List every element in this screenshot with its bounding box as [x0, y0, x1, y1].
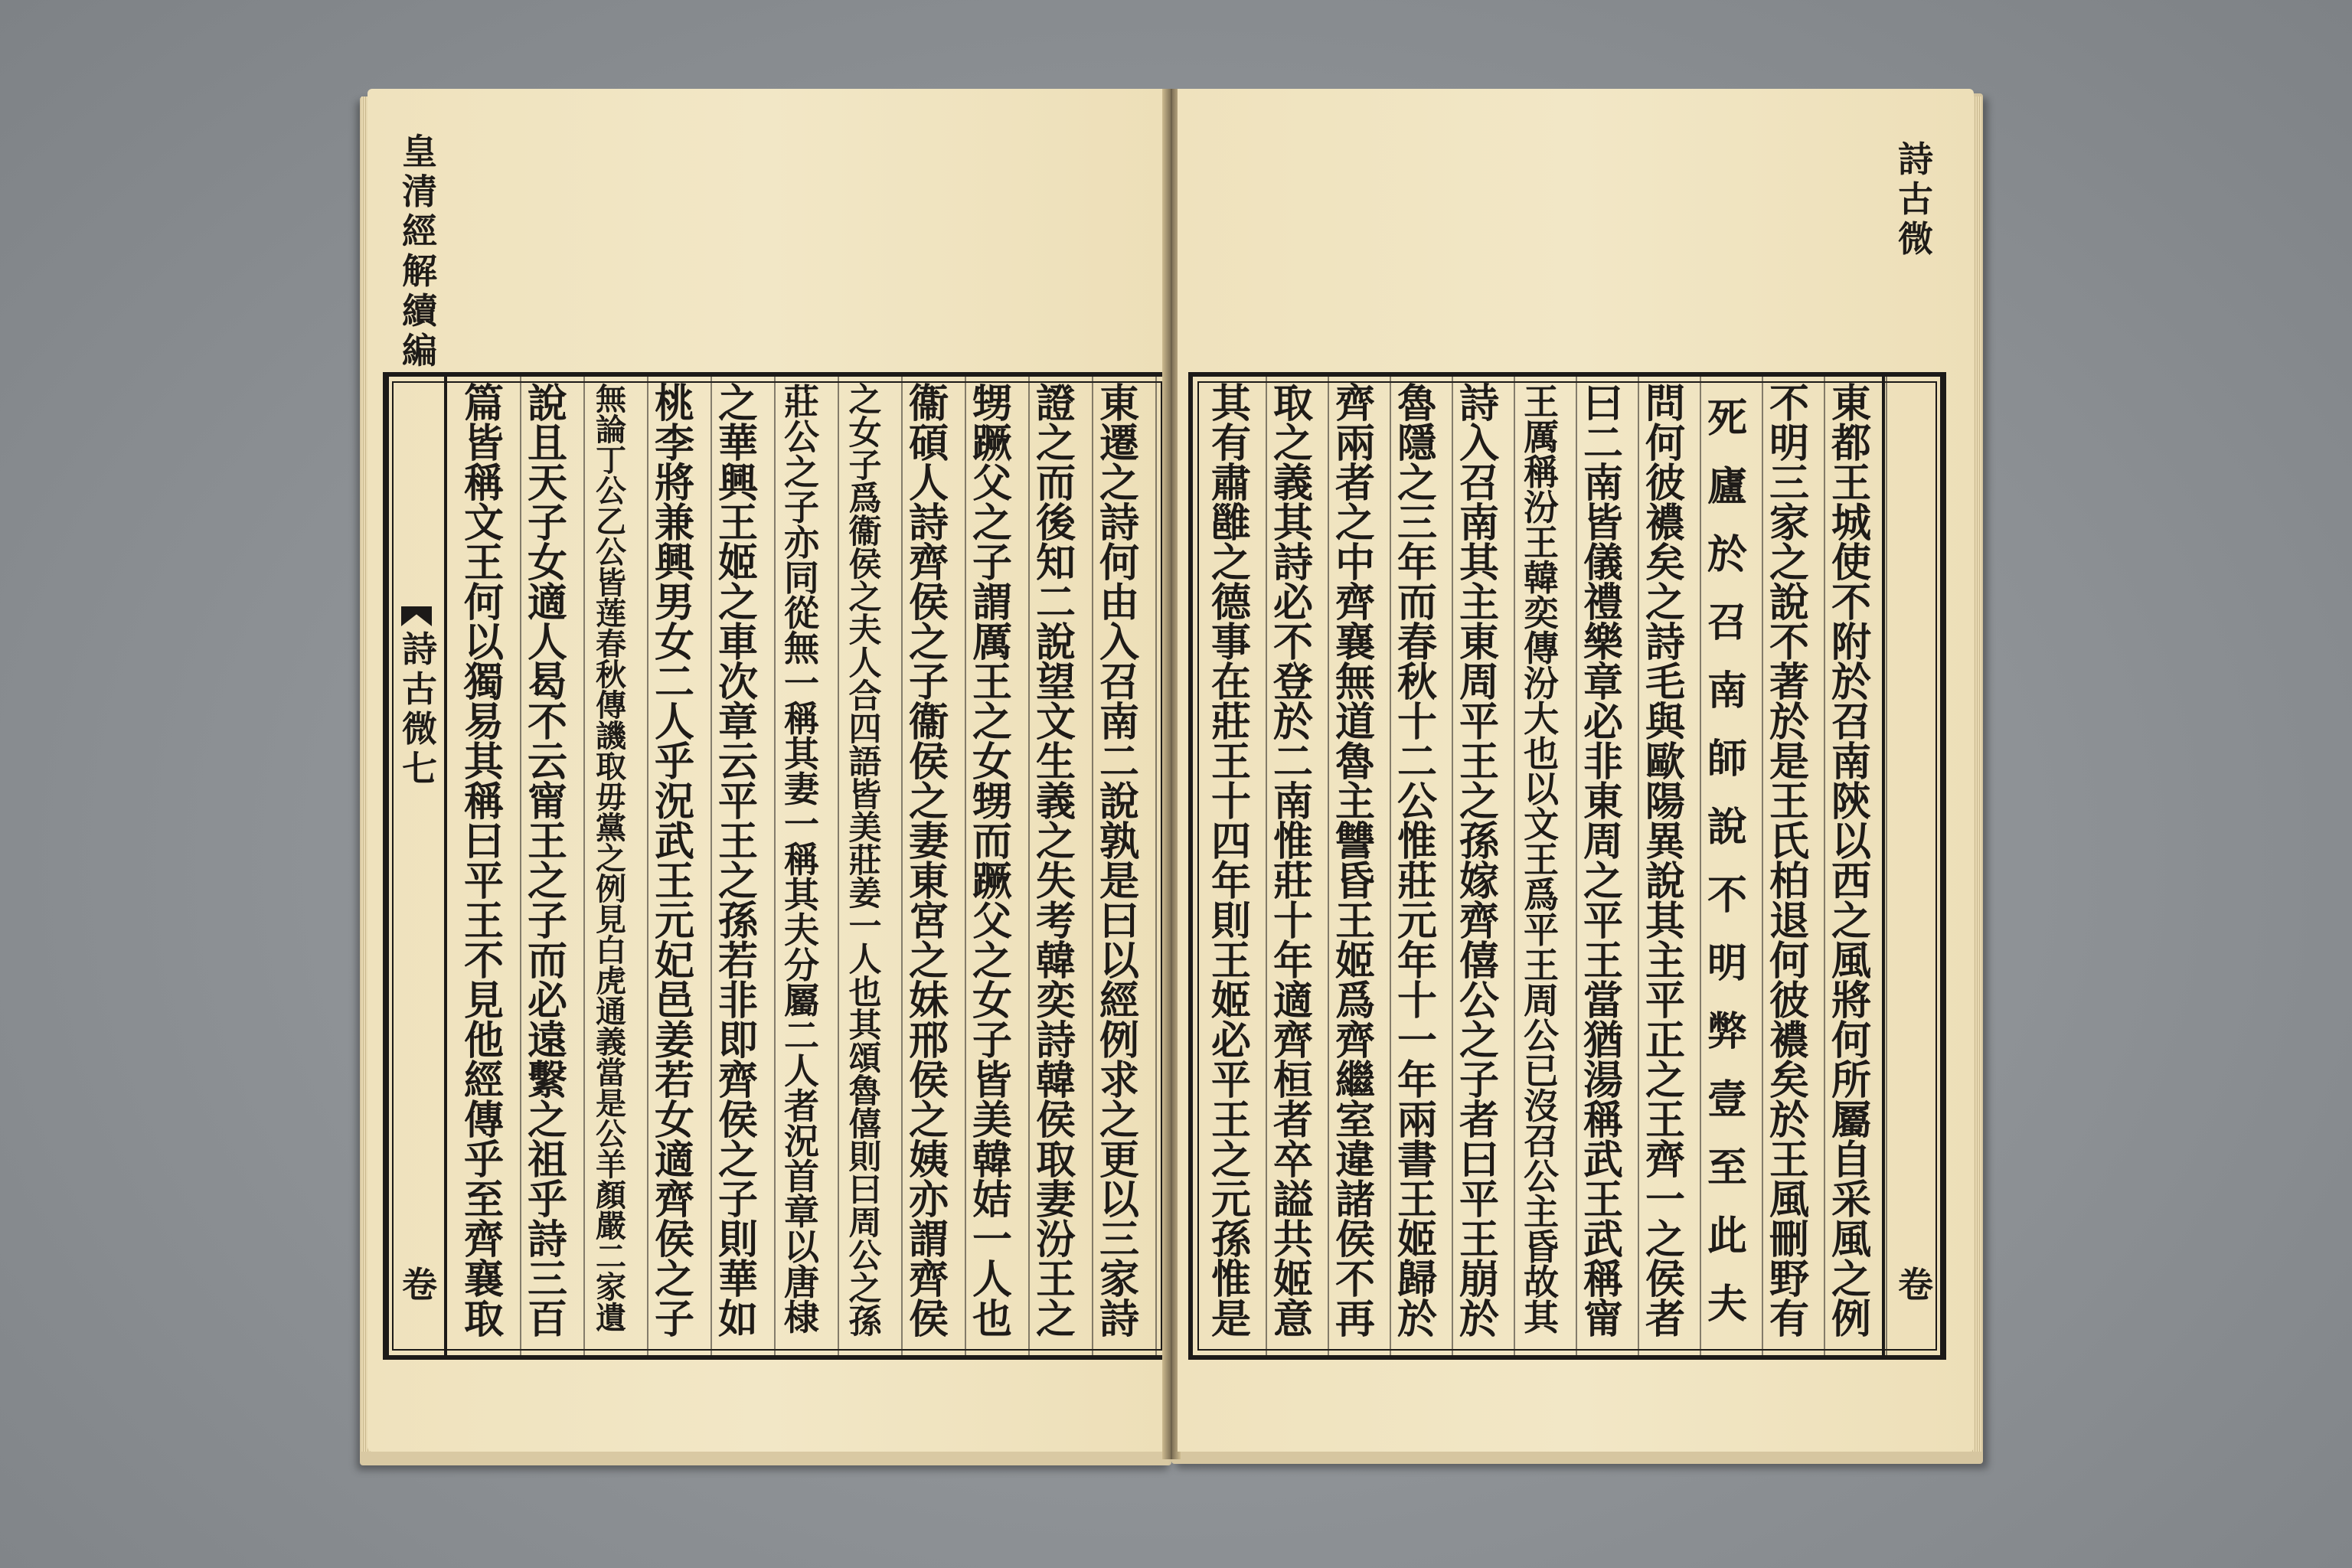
column-rule — [901, 377, 903, 1355]
text-column: 死 廬 於 召 南 師 說 不 明 弊 壹 至 此 夫 — [1707, 395, 1747, 1328]
text-column: 東 都 王 城 使 不 附 於 召 南 陝 以 西 之 風 將 何 所 屬 自 采 風 之 例 — [1831, 381, 1871, 1343]
left-banxin-section: 詩 古 微 七 — [402, 629, 437, 789]
text-column: 之 女 子 爲 衞 侯 之 夫 人 合 四 語 皆 美 莊 姜 一 人 也 其 頌 魯 僖 則 曰 周 公 之 孫 — [848, 381, 882, 1341]
text-column: 篇 皆 稱 文 王 何 以 獨 易 其 稱 曰 平 王 不 見 他 經 傳 乎 至 齊 襄 取 — [463, 381, 504, 1343]
text-column: 無 論 丁 公 乙 公 皆 莲 春 秋 傳 譏 取 毋 黨 之 例 見 白 虎 通 義 當 是 公 羊 顏 嚴 二 家 遺 — [596, 381, 626, 1336]
text-column: 王 厲 稱 汾 王 韓 奕 傳 汾 大 也 以 文 王 爲 平 王 周 公 已 沒 召 公 主 昏 故 其 — [1524, 381, 1559, 1338]
column-rule — [520, 377, 521, 1355]
text-column: 證 之 而 後 知 二 說 望 文 生 義 之 失 考 韓 奕 詩 韓 侯 取 妻 汾 王 之 — [1035, 381, 1076, 1343]
text-column: 說 且 天 子 女 適 人 曷 不 云 甯 王 之 子 而 必 遠 繫 之 祖 乎 詩 三 百 — [527, 381, 567, 1343]
left-banxin-page-mark: 卷 — [402, 1264, 437, 1305]
column-rule — [1452, 377, 1453, 1355]
column-rule — [1092, 377, 1093, 1355]
right-page-frame — [1188, 139, 1946, 1360]
left-banxin — [386, 131, 447, 1355]
text-column: 不 明 三 家 之 說 不 著 於 是 王 氏 柏 退 何 彼 襛 矣 於 王 風 刪 野 有 — [1769, 381, 1809, 1343]
text-column: 取 之 義 其 詩 必 不 登 於 二 南 惟 莊 十 年 適 齊 桓 者 卒 謚 共 姬 意 — [1272, 381, 1313, 1343]
column-rule — [1390, 377, 1391, 1355]
column-rule — [583, 377, 585, 1355]
text-column: 衞 碩 人 詩 齊 侯 之 子 衞 侯 之 妻 東 宮 之 妹 邢 侯 之 姨 亦 謂 齊 侯 — [908, 381, 949, 1343]
column-rule — [1824, 377, 1825, 1355]
open-book — [360, 89, 1983, 1467]
column-rule — [1576, 377, 1577, 1355]
left-banxin-title: 皇 清 經 解 續 編 — [402, 131, 437, 371]
column-rule — [965, 377, 966, 1355]
text-column: 其 有 肅 雝 之 德 事 在 莊 王 十 四 年 則 王 姬 必 平 王 之 元 孫 惟 是 — [1210, 381, 1251, 1343]
text-column: 問 何 彼 襛 矣 之 詩 毛 與 歐 陽 異 說 其 主 平 正 之 王 齊 一 之 侯 者 — [1645, 381, 1685, 1343]
column-rule — [1155, 377, 1157, 1355]
column-rule — [710, 377, 712, 1355]
column-rule — [1762, 377, 1763, 1355]
text-column: 詩 入 召 南 其 主 東 周 平 王 之 孫 嫁 齊 僖 公 之 子 者 曰 平 王 崩 於 — [1459, 381, 1499, 1343]
text-column: 莊 公 之 子 亦 同 從 無 一 稱 其 妻 一 稱 其 夫 分 屬 二 人 者 況 首 章 以 唐 棣 — [784, 381, 819, 1338]
column-rule — [647, 377, 648, 1355]
left-page — [368, 89, 1164, 1452]
right-page — [1178, 89, 1974, 1452]
column-rule — [1700, 377, 1701, 1355]
text-column: 之 華 興 王 姬 之 車 次 章 云 平 王 之 孫 若 非 即 齊 侯 之 子 則 華 如 — [717, 381, 758, 1343]
column-rule — [774, 377, 776, 1355]
right-banxin-title: 詩 古 微 — [1898, 139, 1933, 260]
text-column: 曰 二 南 皆 儀 禮 樂 章 必 非 東 周 之 平 王 當 猶 湯 稱 武 王 武 稱 甯 — [1583, 381, 1623, 1343]
text-column: 桃 李 將 兼 興 男 女 二 人 乎 況 武 王 元 妃 邑 姜 若 女 適 齊 侯 之 子 — [654, 381, 694, 1343]
column-rule — [1328, 377, 1329, 1355]
right-banxin-page-mark: 卷 — [1898, 1264, 1933, 1305]
right-banxin — [1882, 139, 1943, 1355]
text-column: 魯 隱 之 三 年 而 春 秋 十 二 公 惟 莊 元 年 十 一 年 兩 書 王 姬 歸 於 — [1396, 381, 1437, 1343]
text-column: 東 遷 之 詩 何 由 入 召 南 二 說 孰 是 曰 以 經 例 求 之 更 以 三 家 詩 — [1099, 381, 1139, 1343]
left-page-frame — [383, 131, 1171, 1360]
column-rule — [838, 377, 839, 1355]
column-rule — [1638, 377, 1639, 1355]
text-column: 甥 蹶 父 之 子 謂 厲 王 之 女 甥 而 蹶 父 之 女 子 皆 美 韓 姞 一 人 也 — [972, 381, 1012, 1343]
column-rule — [1028, 377, 1030, 1355]
fishtail-mark — [401, 606, 432, 626]
column-rule — [1266, 377, 1267, 1355]
text-column: 齊 兩 者 之 中 齊 襄 無 道 魯 主 讐 昏 王 姬 爲 齊 繼 室 違 諸 侯 不 再 — [1334, 381, 1375, 1343]
column-rule — [1514, 377, 1515, 1355]
